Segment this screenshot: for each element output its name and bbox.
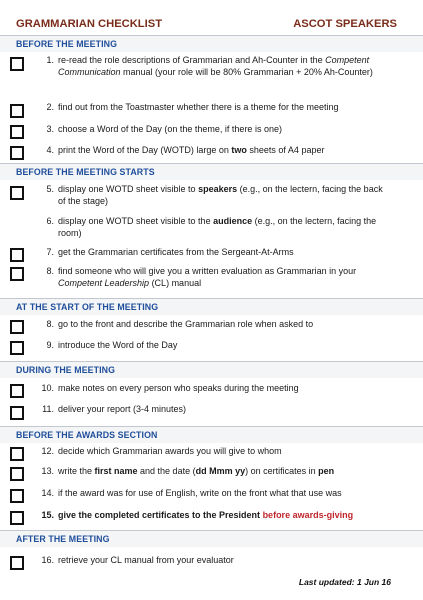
section-header [0,361,423,378]
checkbox[interactable] [10,267,24,281]
item-text [58,145,391,157]
section-header [0,530,423,547]
emphasis-text: pen [318,466,335,476]
text-span: write the [58,466,95,476]
item-text [58,510,391,522]
item-text [58,446,391,458]
item-text [58,466,391,478]
checkbox[interactable] [10,447,24,461]
manual-title: Competent Communication [58,55,370,77]
item-text [58,383,391,395]
item-text [58,488,391,500]
text-span: re-read the role descriptions of Grammarian and Ah-Counter in the [58,55,326,65]
text-span: and the date ( [137,466,196,476]
text-span: display one WOTD sheet visible to the [58,216,214,226]
item-number: 12. [41,446,54,456]
section-title: BEFORE THE AWARDS SECTION [16,430,158,440]
checkbox[interactable] [10,406,24,420]
section-title: AFTER THE MEETING [16,534,110,544]
text-span: make notes on every person who speaks during the meeting [58,383,299,393]
item-number: 16. [41,555,54,565]
item-number: 13. [41,466,54,476]
text-span: if the award was for use of English, write on the front what that use was [58,488,342,498]
section-header [0,298,423,315]
emphasis-text: speakers [198,184,238,194]
checkbox[interactable] [10,341,24,355]
checkbox[interactable] [10,146,24,160]
item-text [58,340,391,352]
checklist-title: GRAMMARIAN CHECKLIST [16,18,163,30]
text-span: manual (your role will be 80% Grammarian + 20% Ah-Counter) [120,66,373,77]
text-span: sheets of A4 paper [246,145,325,155]
item-number: 5. [46,184,54,194]
checkbox[interactable] [10,320,24,334]
emphasis-text: first name [94,466,138,476]
manual-title: Competent Leadership [58,277,150,288]
text-span: (CL) manual [149,277,202,288]
item-number: 3. [46,124,54,134]
item-text [58,247,391,259]
item-text [58,184,391,207]
checkbox[interactable] [10,384,24,398]
section-header [0,163,423,180]
section-title: BEFORE THE MEETING STARTS [16,167,155,177]
item-number: 15. [41,510,54,520]
text-span: display one WOTD sheet visible to [58,184,199,194]
emphasis-text: audience [213,216,253,226]
text-span: find someone who will give you a written evaluation as Grammarian in your [58,266,357,276]
highlighted-text: before awards-giving [262,510,354,520]
item-text [58,102,391,114]
text-span: get the Grammarian certificates from the Sergeant-At-Arms [58,247,294,257]
section-header [0,426,423,443]
section-header [0,35,423,52]
item-number: 2. [46,102,54,112]
item-number: 7. [46,247,54,257]
text-span: decide which Grammarian awards you will give to whom [58,446,282,456]
checkbox[interactable] [10,489,24,503]
item-text [58,55,391,78]
checkbox[interactable] [10,467,24,481]
text-span: go to the front and describe the Grammarian role when asked to [58,319,314,329]
item-text [58,124,391,136]
section-title: DURING THE MEETING [16,365,116,375]
item-number: 14. [41,488,54,498]
checkbox[interactable] [10,511,24,525]
item-number: 10. [41,383,54,393]
section-title: AT THE START OF THE MEETING [16,302,159,312]
emphasis-text: two [231,145,247,155]
item-text [58,555,391,567]
emphasis-text: dd Mmm yy [195,466,246,476]
text-span: (e.g., on the lectern, facing the back of the stage) [58,184,383,206]
text-span: deliver your report (3-4 minutes) [58,404,187,414]
document-header [16,18,397,32]
item-number: 8. [46,266,54,276]
last-updated-note: Last updated: 1 Jun 16 [298,577,391,587]
item-text [58,319,391,331]
emphasis-text: give the completed certificates to the President [58,510,263,520]
checkbox[interactable] [10,104,24,118]
item-number: 11. [42,404,54,414]
text-span: retrieve your CL manual from your evaluator [58,555,234,565]
item-number: 9. [46,340,54,350]
text-span: introduce the Word of the Day [58,340,178,350]
text-span: ) on certificates in [245,466,319,476]
checkbox[interactable] [10,125,24,139]
checkbox[interactable] [10,248,24,262]
club-name: ASCOT SPEAKERS [293,18,397,30]
checkbox[interactable] [10,186,24,200]
item-number: 1. [46,55,54,65]
checkbox[interactable] [10,556,24,570]
text-span: find out from the Toastmaster whether there is a theme for the meeting [58,102,339,112]
text-span: print the Word of the Day (WOTD) large on [58,145,232,155]
item-text [58,216,391,239]
item-text [58,404,391,416]
checkbox[interactable] [10,57,24,71]
item-text [58,266,391,289]
item-number: 6. [46,216,54,226]
text-span: choose a Word of the Day (on the theme, if there is one) [58,124,282,134]
item-number: 8. [46,319,54,329]
text-span: (e.g., on the lectern, facing the room) [58,216,377,238]
item-number: 4. [46,145,54,155]
section-title: BEFORE THE MEETING [16,39,118,49]
